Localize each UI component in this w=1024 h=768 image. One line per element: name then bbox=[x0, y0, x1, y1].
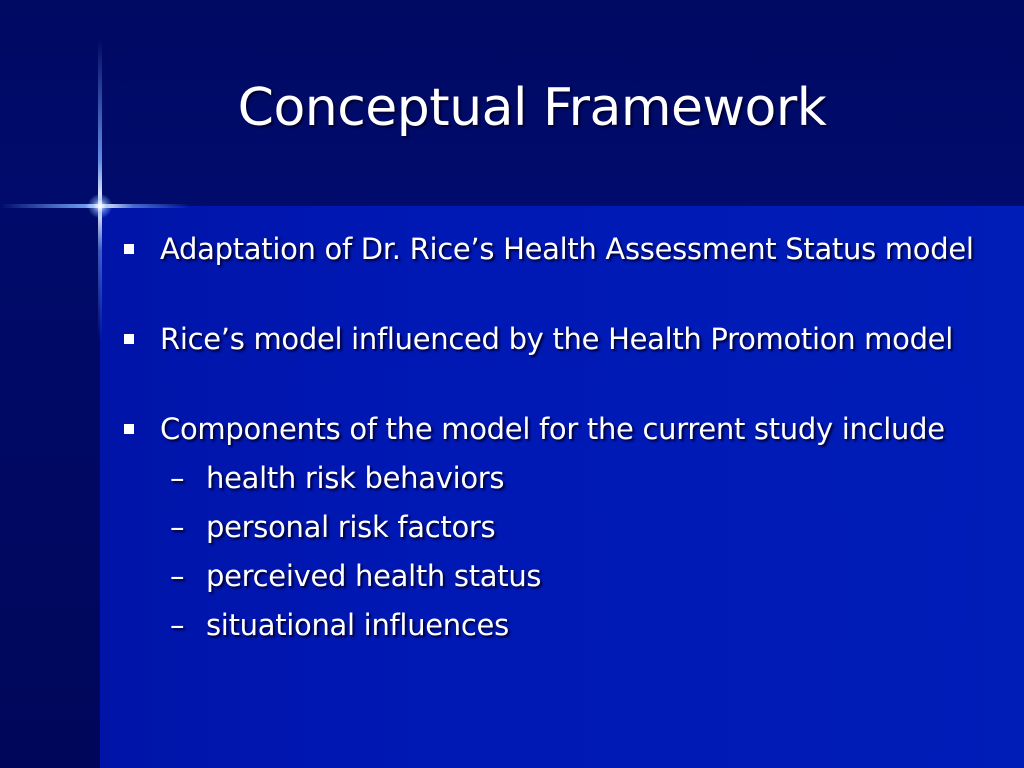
bullet-text: Adaptation of Dr. Rice’s Health Assessment Status model bbox=[160, 232, 974, 266]
sub-bullet-text: perceived health status bbox=[206, 559, 542, 593]
sub-bullet-list bbox=[160, 454, 1010, 650]
sub-bullet-text: personal risk factors bbox=[206, 510, 496, 544]
sub-bullet-text: situational influences bbox=[206, 608, 509, 642]
dash-bullet: – bbox=[170, 510, 185, 544]
square-bullet-icon bbox=[124, 424, 134, 434]
dash-bullet: – bbox=[170, 461, 185, 495]
sub-bullet-item bbox=[160, 503, 1010, 552]
bullet-item bbox=[120, 318, 1010, 360]
left-band bbox=[0, 206, 100, 768]
bullet-item bbox=[120, 408, 1010, 450]
dash-bullet: – bbox=[170, 559, 185, 593]
sub-bullet-item bbox=[160, 552, 1010, 601]
slide-title: Conceptual Framework bbox=[237, 78, 827, 138]
sub-bullet-item bbox=[160, 454, 1010, 503]
sub-bullet-item bbox=[160, 601, 1010, 650]
sub-bullet-text: health risk behaviors bbox=[206, 461, 505, 495]
square-bullet-icon bbox=[124, 244, 134, 254]
crosshair-star-icon bbox=[88, 194, 112, 218]
bullet-item bbox=[120, 228, 1010, 270]
dash-bullet: – bbox=[170, 608, 185, 642]
square-bullet-icon bbox=[124, 334, 134, 344]
bullet-text: Components of the model for the current study include bbox=[160, 412, 945, 446]
bullet-list bbox=[120, 228, 1010, 650]
bullet-text: Rice’s model influenced by the Health Promotion model bbox=[160, 322, 953, 356]
